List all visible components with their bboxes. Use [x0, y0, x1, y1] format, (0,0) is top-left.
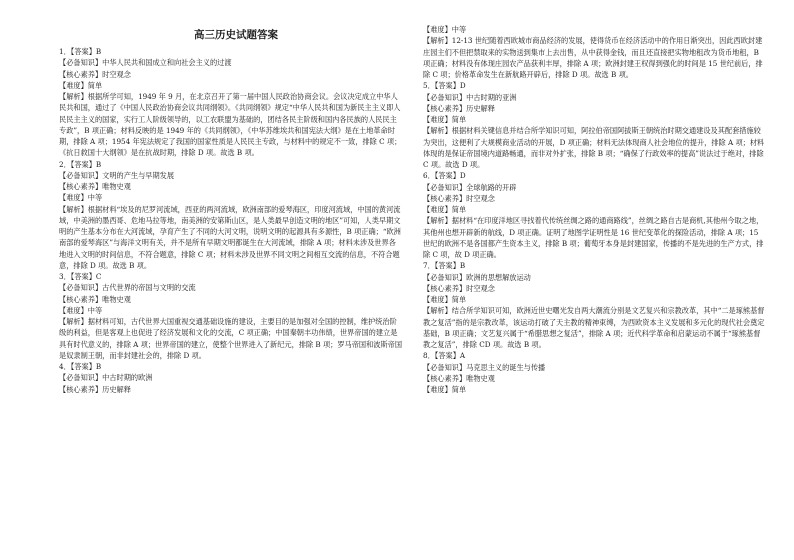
- right-line: 【必备知识】中古时期的亚洲: [423, 92, 517, 102]
- right-column: [423, 0, 767, 395]
- left-line: 【核心素养】唯物史观: [59, 182, 131, 191]
- right-line: 【核心素养】历史解释: [423, 103, 495, 113]
- left-line: 【核心素养】时空观念: [59, 69, 131, 79]
- left-line: 【必备知识】中华人民共和国成立和向社会主义的过渡: [59, 58, 232, 68]
- left-line: 【解析】根据材料“埃及的尼罗河流域，西亚的两河流域，欧洲南部的爱琴海区，印度河流域，中国的黄河流域，中美洲的墨西哥、危地马拉等地，南美洲的安第斯山区，是人类最早创造文明的地区”可知，人类早期文明的产生基本分布在大河流域，孕育产生了不同的大河文明，说明文明的起源具有多源性，B 项正确；“欧洲南部的爱琴海区”与海洋文明有关，并不是所有早期文明都诞生在大河流域，排除 A 项；材料未涉及世界各地进入文明的时间信息，不符合题意，排除 C 项；材料未涉及世界不同文明之间相互交流的信息，不符合题意，排除 D 项。故选 B 项。: [59, 204, 401, 270]
- left-line: 2．【答案】B: [59, 159, 102, 169]
- page-title: 高三历史试题答案: [194, 29, 278, 41]
- right-line: 【核心素养】时空观念: [423, 283, 495, 293]
- left-line: 3．【答案】C: [59, 272, 102, 281]
- left-line: 【必备知识】中古时期的欧洲: [59, 373, 153, 383]
- right-line: 【难度】简单: [423, 295, 467, 304]
- right-line: 【难度】简单: [423, 115, 467, 124]
- left-line: 【难度】简单: [59, 80, 103, 90]
- left-line: 1．【答案】B: [59, 47, 102, 56]
- right-line: 5．【答案】D: [423, 81, 466, 91]
- right-line: 【难度】简单: [423, 205, 467, 214]
- left-line: 【必备知识】古代世界的帝国与文明的交流: [59, 283, 196, 293]
- right-line: 【解析】12-13 世纪随着西欧城市商品经济的发展，使得货币在经济活动中的作用日渐突出，因此西欧封建庄园主们不但把禁取来的实物送到集市上去出售，从中获得金钱，而且还直接把实物地租改为货币地租，B 项正确；材料没有体现庄园农产品获利丰厚，排除 A 项；欧洲封建王权得到强化的时间是 15 世纪前后，排除 C 项；价格革命发生在新航路开辟后，排除 D 项。故选 B 项。: [423, 36, 763, 79]
- right-line: 【解析】结合所学知识可知，欧洲近世史曙光发自两大潮流分别是文艺复兴和宗教改革，其中“二是琢熊基督教之复活”指的是宗教改革，该运动打破了天主教的精神束缚，为西欧资本主义发展和多元化的现代社会奠定基础，B 项正确；文艺复兴属于“希腊思想之复活”，排除 A 项；近代科学革命和启蒙运动不属于“琢熊基督教之复活”，排除 CD 项。故选 B 项。: [423, 306, 765, 349]
- left-line: 【解析】根据所学可知，1949 年 9 月，在北京召开了第一届中国人民政治协商会议。会议决定成立中华人民共和国，通过了《中国人民政治协商会议共同纲领》。《共同纲领》规定“中华人民共和国为新民主主义即人民民主主义的国家，实行工人阶级领导的，以工农联盟为基础的，团结各民主阶级和国内各民族的人民民主专政”，B 项正确；材料反映的是 1949 年的《共同纲领》，《中华苏维埃共和国宪法大纲》是在土地革命时期，排除 A 项；1954 年宪法规定了我国的国家性质是人民民主专政，与材料中的规定不一致，排除 C 项；《抗日救国十大纲领》是在抗战时期，排除 D 项。故选 B 项。: [59, 92, 402, 158]
- left-line: 【难度】中等: [59, 305, 103, 315]
- right-line: 【必备知识】马克思主义的诞生与传播: [423, 362, 546, 372]
- left-line: 【核心素养】历史解释: [59, 384, 131, 394]
- left-line: 【核心素养】唯物史观: [59, 294, 131, 304]
- left-line: 【难度】中等: [59, 193, 103, 203]
- left-line: 【解析】据材料可知，古代世界大国重视交通基础设施的建设，主要目的是加强对全国的控制，维护统治阶级的利益，但是客观上也促进了经济发展和文化的交流，C 项正确；中国秦朝丰功伟绩，世界帝国的建立是具有时代意义的，排除 A 项；世界帝国的建立，使整个世界进入了新纪元，排除 B 项；罗马帝国和波斯帝国是奴隶制王朝，而非封建社会的，排除 D 项。: [59, 317, 403, 360]
- right-line: 【核心素养】唯物史观: [423, 373, 495, 383]
- right-line: 7．【答案】B: [423, 261, 466, 271]
- left-line: 【必备知识】文明的产生与早期发展: [59, 170, 175, 180]
- left-column: [59, 0, 403, 395]
- right-line: 8．【答案】A: [423, 351, 466, 361]
- right-line: 【必备知识】欧洲的思想解放运动: [423, 272, 531, 282]
- right-line: 【必备知识】全球航路的开辟: [423, 182, 517, 192]
- right-line: 【核心素养】时空观念: [423, 193, 495, 203]
- left-line: 4．【答案】B: [59, 362, 102, 371]
- right-line: 【难度】中等: [423, 25, 467, 34]
- right-line: 【解析】根据材料关键信息并结合所学知识可知，阿拉伯帝国阿拔斯王朝统治时期交通建设及其配套措施较为突出，这便利了大规模商业活动的开展，D 项正确；材料无法体现商人社会地位的提升，排除 A 项；材料体现的是保证帝国境内道路畅通，而非对外扩张，排除 B 项；“确保了行政效率的提高”说法过于绝对，排除 C 项。故选 D 项。: [423, 126, 765, 169]
- right-line: 6．【答案】D: [423, 171, 466, 181]
- right-line: 【难度】简单: [423, 385, 467, 394]
- right-line: 【解析】据材料“在印度洋地区寻找着代传统丝绸之路的通商路线”，丝绸之路自古是商机,其他州今取之地，其他州也想开辟新的航线，D 项正确。证明了地图学证明性是 16 世纪变革化的探险活动，排除 A 项；15 世纪的欧洲不是各国都产生资本主义，排除 B 项；葡萄牙本身是封建国家，传播的不是先进的生产方式，排除 C 项，故 D 项正确。: [423, 216, 764, 259]
